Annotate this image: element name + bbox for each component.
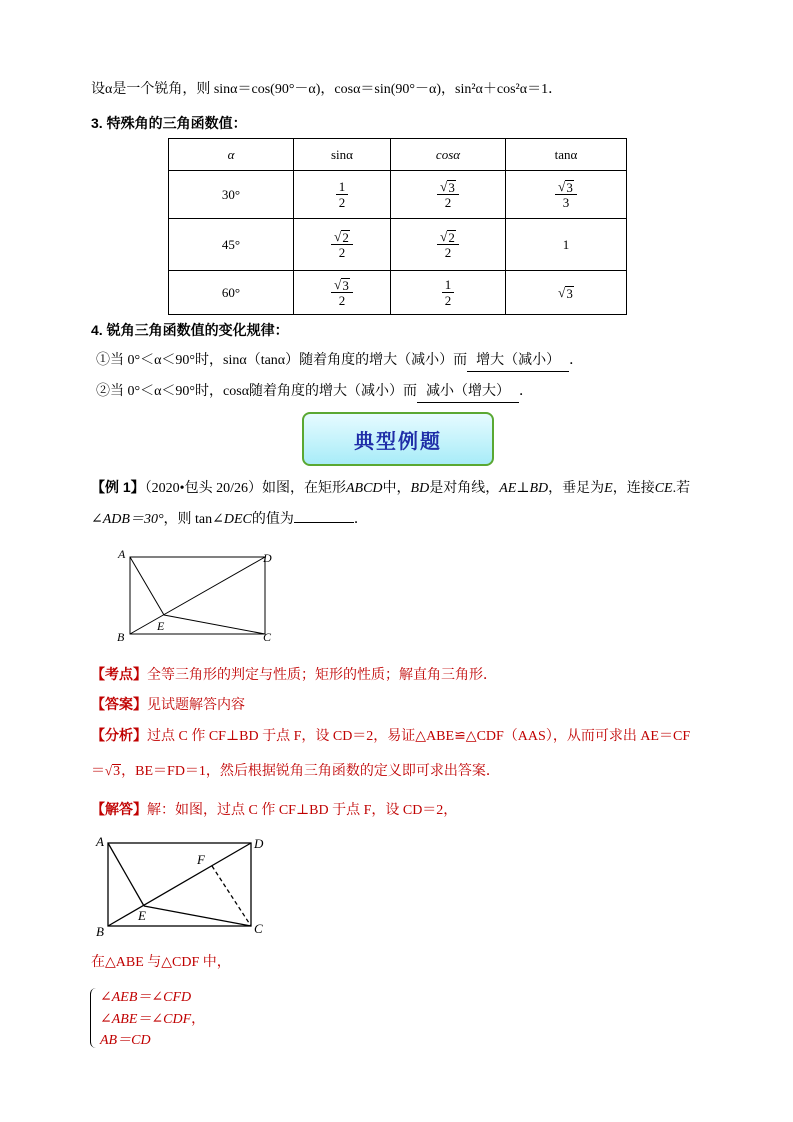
fig1-label-b: B: [117, 630, 125, 644]
jieda-line: 【解答】解：如图，过点 C 作 CF⊥BD 于点 F，设 CD＝2，: [91, 801, 458, 818]
fig2-label-c: C: [254, 921, 263, 936]
tan-30: √ 3 3: [506, 171, 627, 219]
fig1-label-e: E: [157, 619, 165, 633]
cos-60: $\frac{1}{2}$: [391, 271, 506, 315]
rule-item-1: ①当 0°＜α＜90°时，sinα（tanα）随着角度的增大（减小）而 增大（减小） ．: [96, 351, 583, 372]
figure-2: [94, 834, 274, 940]
header-sin: sinα: [294, 139, 391, 171]
header-alpha: α: [169, 139, 294, 171]
answer-blank-1: 增大（减小）: [467, 351, 569, 372]
daan-line: 【答案】见试题解答内容: [91, 696, 245, 713]
fig2-segment-cf: [212, 866, 251, 926]
example-answer-blank: [294, 508, 354, 523]
fig1-segment-ae: [130, 557, 164, 615]
fig1-label-c: C: [263, 630, 272, 644]
section-banner: 典型例题: [302, 412, 494, 466]
fig1-label-a: A: [118, 547, 126, 561]
kaodian-line: 【考点】全等三角形的判定与性质；矩形的性质；解直角三角形．: [91, 666, 497, 683]
header-cos: cosα: [391, 139, 506, 171]
example-line-2: ∠ADB＝30°，则 tan∠DEC的值为 ．: [91, 508, 368, 530]
table-row-45: [169, 219, 627, 271]
fig1-segment-ec: [164, 615, 265, 634]
fig2-label-e: E: [138, 908, 146, 923]
fig1-diagonal-bd: [130, 557, 265, 634]
fig2-segment-ae: [108, 843, 144, 906]
section-3-title: 3. 特殊角的三角函数值：: [91, 115, 247, 131]
system-eq-1: ∠AEB＝∠CFD: [100, 990, 192, 1005]
sin-60: √ 3 2: [294, 271, 391, 315]
in-triangles-line: 在△ABE 与△CDF 中，: [91, 955, 231, 970]
fig2-label-d: D: [254, 836, 264, 851]
sin-30: $\frac{1}{2}$: [294, 171, 391, 219]
fenxi-line-1: 【分析】过点 C 作 CF⊥BD 于点 F，设 CD＝2，易证△ABE≌△CDF（AAS），从而可求出 AE＝CF: [91, 727, 691, 744]
intro-line: 设α是一个锐角，则 sinα＝cos(90°－α)，cosα＝sin(90°－α)，sin²α＋cos²α＝1．: [91, 82, 563, 97]
table-row-60: [169, 271, 627, 315]
sin-45: √ 2 2: [294, 219, 391, 271]
fenxi-line-2: ＝ √ 3 ，BE＝FD＝1，然后根据锐角三角函数的定义即可求出答案．: [91, 763, 500, 779]
table-row-30: [169, 171, 627, 219]
fig2-diagonal-bd: [108, 843, 251, 926]
figure-1: [112, 546, 282, 648]
special-angle-table: [168, 138, 627, 315]
tan-60: √ 3: [506, 271, 627, 315]
fig2-label-b: B: [96, 924, 104, 939]
fig2-label-a: A: [96, 834, 104, 849]
system-eq-2: ∠ABE＝∠CDF，: [100, 1012, 206, 1027]
system-eq-3: AB＝CD: [100, 1033, 151, 1048]
rule-item-2: ②当 0°＜α＜90°时，cosα随着角度的增大（减小）而 减小（增大） ．: [96, 382, 533, 403]
fig2-label-f: F: [197, 852, 205, 867]
header-tan: tanα: [506, 139, 627, 171]
tan-45: 1: [506, 219, 627, 271]
table-header-row: [169, 139, 627, 171]
cos-45: √ 2 2: [391, 219, 506, 271]
angle-45: 45°: [169, 219, 294, 271]
fig1-label-d: D: [263, 551, 272, 565]
example-line-1: 【例 1】（2020•包头 20/26）如图，在矩形ABCD中，BD是对角线，AE⊥BD，垂足为E，连接CE.若: [91, 479, 691, 496]
system-brace: [90, 988, 97, 1048]
cos-30: √ 3 2: [391, 171, 506, 219]
angle-30: 30°: [169, 171, 294, 219]
fig2-segment-ec: [144, 906, 251, 926]
section-4-title: 4. 锐角三角函数值的变化规律：: [91, 322, 289, 338]
angle-60: 60°: [169, 271, 294, 315]
answer-blank-2: 减小（增大）: [417, 382, 519, 403]
